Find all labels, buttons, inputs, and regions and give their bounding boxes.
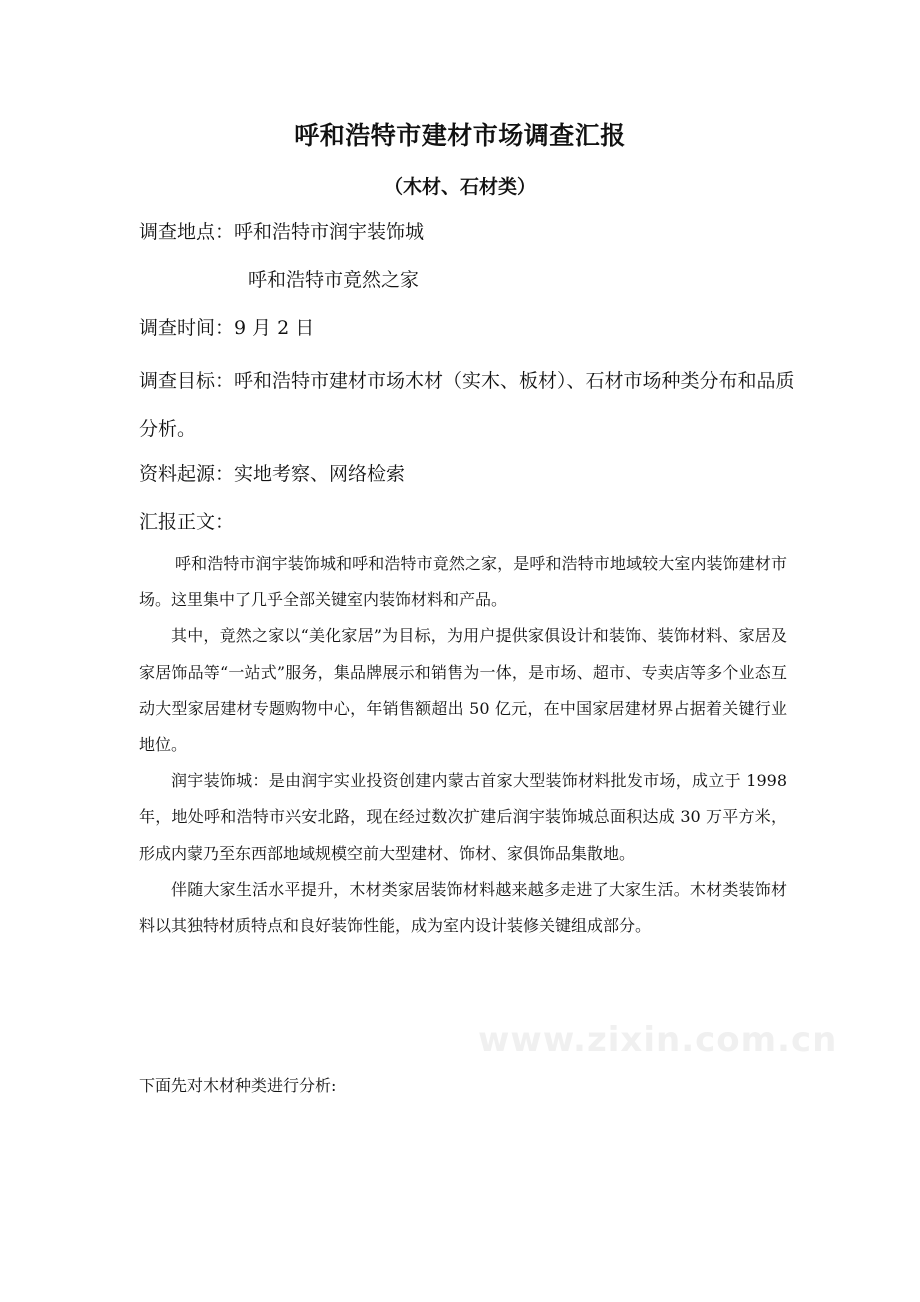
survey-time: [139, 304, 799, 352]
closing-line: 下面先对木材种类进行分析:: [139, 1076, 337, 1095]
body-label: 汇报正文：: [139, 511, 235, 533]
survey-location-label: 调查地点：: [139, 221, 235, 243]
report-body: [139, 546, 787, 944]
body-paragraph: 润宇装饰城：是由润宇实业投资创建内蒙古首家大型装饰材料批发市场，成立于 1998 年，地处呼和浩特市兴安北路，现在经过数次扩建后润宇装饰城总面积达成 30 万平方米，形成内蒙乃至东西部地域规模空前大型建材、饰材、家俱饰品集散地。: [139, 771, 787, 863]
watermark: www.zixin.com.cn: [478, 1020, 838, 1060]
survey-time-value: 9 月 2 日: [234, 317, 315, 339]
survey-location-value-2: 呼和浩特市竟然之家: [248, 269, 420, 291]
survey-location-value-1: 呼和浩特市润宇装饰城: [234, 221, 425, 243]
survey-objective-label: 调查目标：: [139, 370, 235, 392]
body-paragraph: 伴随大家生活水平提升，木材类家居装饰材料越来越多走进了大家生活。木材类装饰材料以其独特材质特点和良好装饰性能，成为室内设计装修关键组成部分。: [139, 879, 787, 936]
survey-objective-value: 呼和浩特市建材市场木材（实木、板材）、石材市场种类分布和品质分析。: [139, 370, 795, 440]
survey-objective: [139, 357, 799, 453]
data-source-value: 实地考察、网络检索: [234, 463, 406, 485]
data-source-label: 资料起源：: [139, 463, 235, 485]
body-paragraph: 呼和浩特市润宇装饰城和呼和浩特市竟然之家，是呼和浩特市地域较大室内装饰建材市场。这里集中了几乎全部关键室内装饰材料和产品。: [139, 554, 787, 610]
document-title: 呼和浩特市建材市场调查汇报: [294, 121, 626, 150]
survey-location: [139, 208, 799, 304]
survey-time-label: 调查时间：: [139, 317, 235, 339]
document-subtitle: （木材、石材类）: [383, 176, 536, 198]
body-paragraph: 其中，竟然之家以“美化家居”为目标，为用户提供家俱设计和装饰、装饰材料、家居及家居饰品等“一站式”服务，集品牌展示和销售为一体，是市场、超市、专卖店等多个业态互动大型家居建材专题购物中心，年销售额超出 50 亿元，在中国家居建材界占据着关键行业地位。: [139, 626, 787, 755]
data-source: [139, 450, 799, 498]
